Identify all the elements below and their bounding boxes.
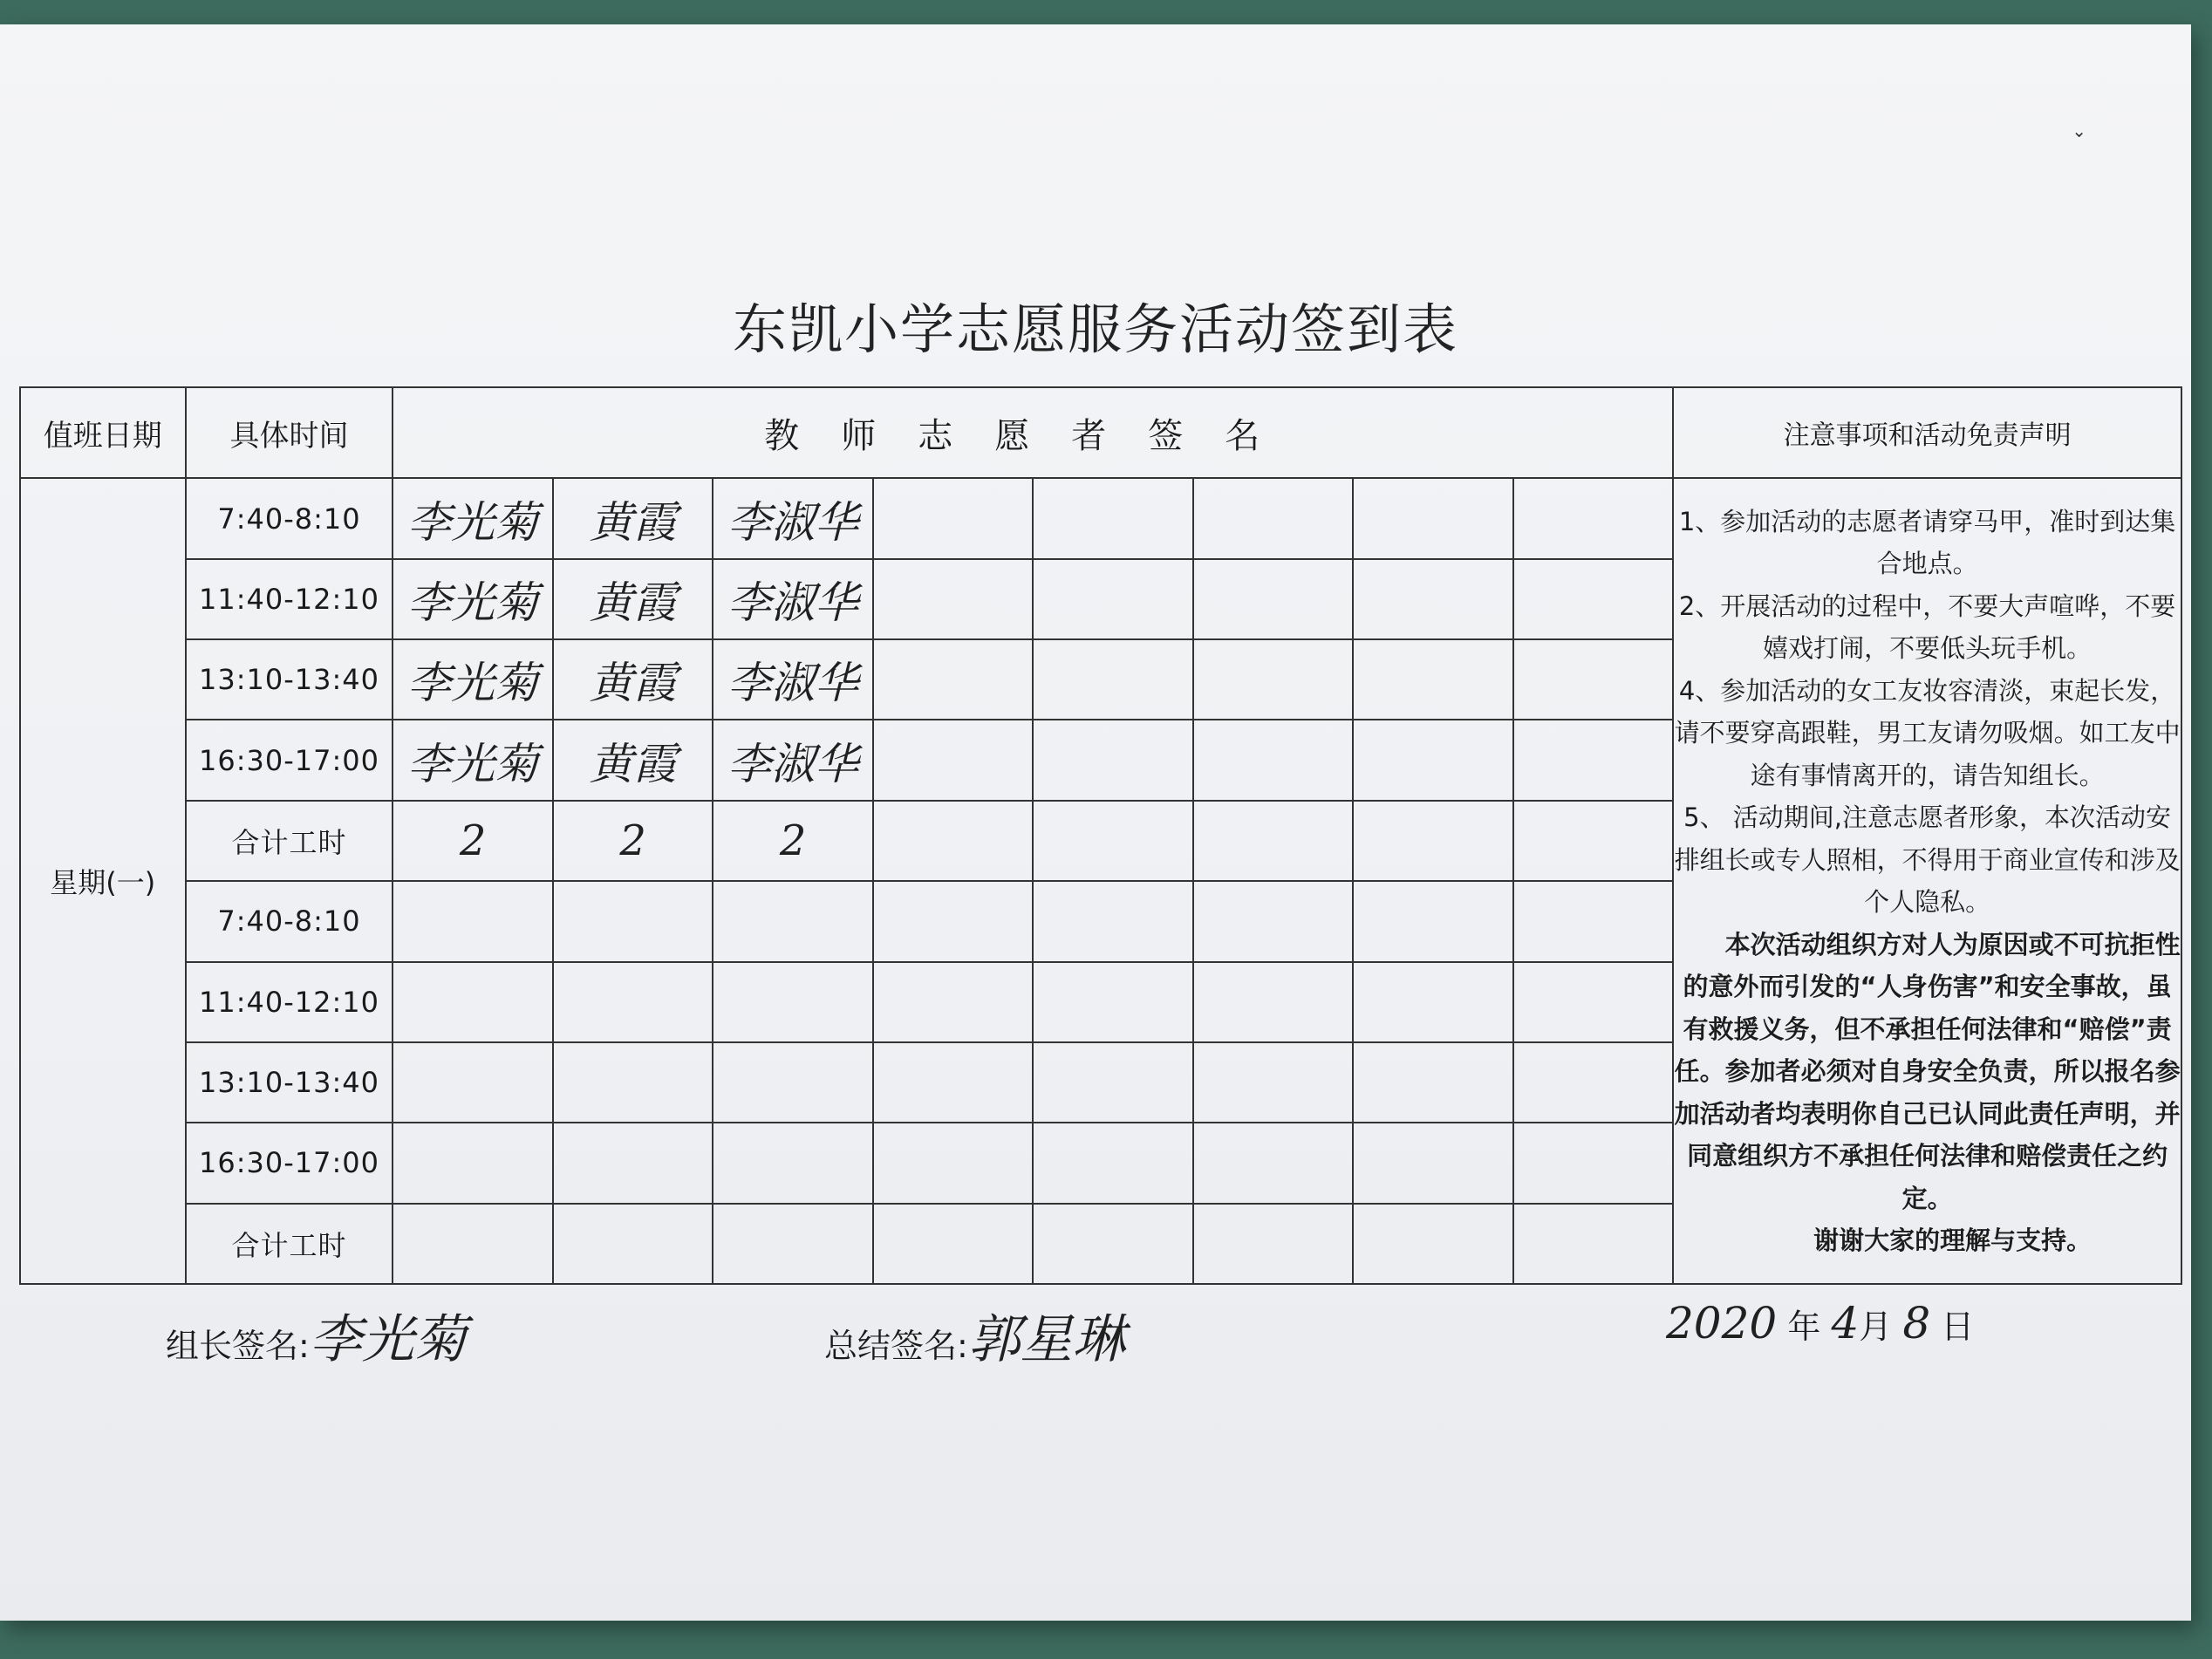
signature-cell xyxy=(553,962,713,1042)
header-notes: 注意事项和活动免责声明 xyxy=(1673,387,2181,478)
hours-cell xyxy=(1513,1204,1673,1284)
signature-cell xyxy=(553,1042,713,1123)
note-item: 2、开展活动的过程中，不要大声喧哗，不要嬉戏打闹，不要低头玩手机。 xyxy=(1678,591,2176,664)
time-slot-label: 7:40-8:10 xyxy=(186,881,393,961)
time-slot-label: 16:30-17:00 xyxy=(186,720,393,800)
header-date: 值班日期 xyxy=(20,387,186,478)
date-block xyxy=(1666,1298,1974,1348)
signature-cell: 李淑华 xyxy=(713,478,872,558)
signature-cell: 李光菊 xyxy=(393,559,552,639)
signature-cell: 李淑华 xyxy=(713,639,872,720)
signature-cell xyxy=(1033,881,1192,961)
hours-cell xyxy=(1033,801,1192,881)
header-signature: 教师志愿者签名 xyxy=(393,387,1673,478)
signature-cell: 李淑华 xyxy=(713,559,872,639)
signature-cell xyxy=(1513,962,1673,1042)
total-hours-label: 合计工时 xyxy=(186,1204,393,1284)
signature-cell xyxy=(1353,881,1512,961)
time-slot-label: 11:40-12:10 xyxy=(186,962,393,1042)
signature-cell xyxy=(393,881,552,961)
summary-signature: 郭星琳 xyxy=(967,1309,1125,1370)
hours-cell xyxy=(1193,1204,1353,1284)
signature-cell xyxy=(713,1123,872,1203)
signature-cell xyxy=(873,881,1033,961)
hours-cell xyxy=(873,801,1033,881)
signature-cell xyxy=(873,559,1033,639)
sheet-title: 东凯小学志愿服务活动签到表 xyxy=(732,297,1458,361)
signature-cell xyxy=(1193,962,1353,1042)
signature-cell xyxy=(1193,720,1353,800)
note-item: 1、参加活动的志愿者请穿马甲，准时到达集合地点。 xyxy=(1678,506,2176,579)
summary-label: 总结签名: xyxy=(824,1327,968,1365)
signature-cell xyxy=(1353,720,1512,800)
signature-cell xyxy=(1513,559,1673,639)
signature-cell xyxy=(873,962,1033,1042)
signature-cell: 黄霞 xyxy=(553,720,713,800)
signature-cell xyxy=(1353,962,1512,1042)
signature-cell xyxy=(1193,559,1353,639)
signature-cell xyxy=(1193,1042,1353,1123)
signature-cell: 李光菊 xyxy=(393,478,552,558)
signature-cell xyxy=(1033,639,1192,720)
thanks-text: 谢谢大家的理解与支持。 xyxy=(1813,1225,2093,1256)
date-month: 4 xyxy=(1831,1298,1860,1348)
sign-in-table xyxy=(19,386,2182,1285)
summary-signature-block xyxy=(824,1298,1125,1373)
signature-cell xyxy=(1033,962,1192,1042)
hours-cell xyxy=(873,1204,1033,1284)
header-time: 具体时间 xyxy=(186,387,393,478)
signature-cell: 李淑华 xyxy=(713,720,872,800)
header-row xyxy=(20,387,2181,478)
date-year-unit: 年 xyxy=(1787,1307,1821,1346)
signature-cell xyxy=(1513,1042,1673,1123)
signature-cell: 李光菊 xyxy=(393,720,552,800)
time-slot-label: 13:10-13:40 xyxy=(186,1042,393,1123)
signature-cell xyxy=(1033,1123,1192,1203)
signature-cell xyxy=(1513,720,1673,800)
signature-cell xyxy=(1513,881,1673,961)
corner-mark: ⌄ xyxy=(2072,120,2086,141)
date-day: 8 xyxy=(1902,1298,1931,1348)
duty-day-cell: 星期(一) xyxy=(20,478,186,1284)
time-slot-row xyxy=(20,478,2181,558)
signature-cell xyxy=(873,639,1033,720)
hours-cell xyxy=(393,1204,552,1284)
signature-cell: 黄霞 xyxy=(553,639,713,720)
signature-cell xyxy=(1193,478,1353,558)
hours-cell: 2 xyxy=(393,801,552,881)
signature-cell xyxy=(1513,639,1673,720)
signature-cell: 黄霞 xyxy=(553,559,713,639)
signature-cell xyxy=(1033,720,1192,800)
signature-cell xyxy=(393,1042,552,1123)
leader-signature: 李光菊 xyxy=(309,1309,467,1370)
signature-cell xyxy=(713,881,872,961)
signature-cell xyxy=(1353,1042,1512,1123)
disclaimer-text: 本次活动组织方对人为原因或不可抗拒性的意外而引发的“人身伤害”和安全事故，虽有救援义务，但不承担任何法律和“赔偿”责任。参加者必须对自身安全负责，所以报名参加活动者均表明你自己已认同此责任声明，并同意组织方不承担任何法律和赔偿责任之约定。 xyxy=(1674,929,2181,1213)
hours-cell: 2 xyxy=(713,801,872,881)
signature-cell xyxy=(873,478,1033,558)
signature-cell xyxy=(873,1123,1033,1203)
signature-cell xyxy=(553,881,713,961)
hours-cell xyxy=(1353,801,1512,881)
signature-cell xyxy=(1033,559,1192,639)
signature-cell xyxy=(1033,478,1192,558)
signature-cell xyxy=(1193,639,1353,720)
signature-cell xyxy=(553,1123,713,1203)
hours-cell xyxy=(1513,801,1673,881)
time-slot-label: 7:40-8:10 xyxy=(186,478,393,558)
note-item: 5、 活动期间,注意志愿者形象，本次活动安排组长或专人照相，不得用于商业宣传和涉及个人隐私。 xyxy=(1674,802,2181,918)
signature-cell xyxy=(1193,1123,1353,1203)
hours-cell xyxy=(713,1204,872,1284)
signature-cell: 李光菊 xyxy=(393,639,552,720)
leader-label: 组长签名: xyxy=(166,1327,310,1365)
date-day-unit: 日 xyxy=(1941,1307,1975,1346)
note-item: 4、参加活动的女工友妆容清淡，束起长发，请不要穿高跟鞋，男工友请勿吸烟。如工友中途有事情离开的，请告知组长。 xyxy=(1674,675,2181,790)
signature-cell: 黄霞 xyxy=(553,478,713,558)
signature-cell xyxy=(1353,1123,1512,1203)
signature-cell xyxy=(393,1123,552,1203)
total-hours-label: 合计工时 xyxy=(186,801,393,881)
date-month-unit: 月 xyxy=(1859,1307,1893,1346)
signature-cell xyxy=(713,962,872,1042)
signature-cell xyxy=(1513,1123,1673,1203)
leader-signature-block xyxy=(166,1298,467,1373)
signature-cell xyxy=(873,1042,1033,1123)
time-slot-label: 13:10-13:40 xyxy=(186,639,393,720)
notes-disclaimer-cell xyxy=(1673,478,2181,1284)
hours-cell: 2 xyxy=(553,801,713,881)
time-slot-label: 16:30-17:00 xyxy=(186,1123,393,1203)
hours-cell xyxy=(553,1204,713,1284)
signature-cell xyxy=(1193,881,1353,961)
signature-cell xyxy=(1513,478,1673,558)
signature-cell xyxy=(1033,1042,1192,1123)
signature-cell xyxy=(1353,559,1512,639)
signature-cell xyxy=(713,1042,872,1123)
signature-cell xyxy=(1353,478,1512,558)
time-slot-label: 11:40-12:10 xyxy=(186,559,393,639)
date-year: 2020 xyxy=(1666,1298,1778,1348)
signature-cell xyxy=(873,720,1033,800)
signature-cell xyxy=(393,962,552,1042)
hours-cell xyxy=(1033,1204,1192,1284)
hours-cell xyxy=(1353,1204,1512,1284)
hours-cell xyxy=(1193,801,1353,881)
sign-in-sheet xyxy=(0,24,2191,1621)
signature-cell xyxy=(1353,639,1512,720)
